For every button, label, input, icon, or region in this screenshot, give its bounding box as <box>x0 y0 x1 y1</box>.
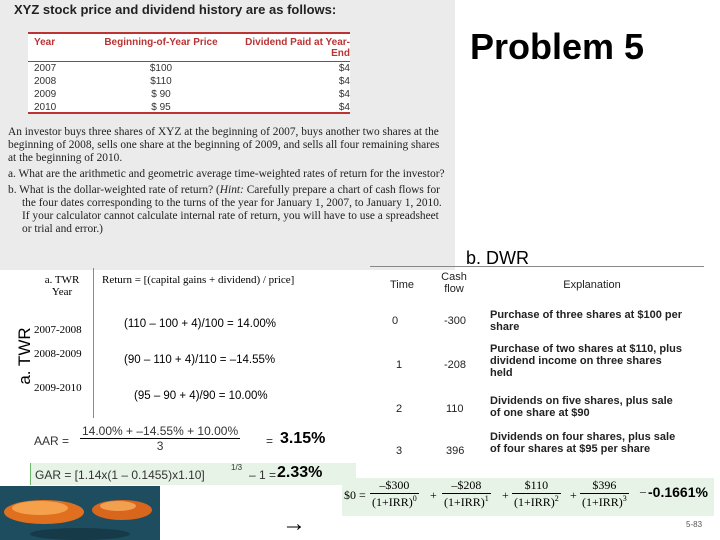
aar-equals: = <box>266 434 274 448</box>
aar-formula <box>34 422 354 458</box>
problem-intro: XYZ stock price and dividend history are as follows: <box>14 2 337 17</box>
dwr-result-prefix: – <box>640 484 646 498</box>
dwr-flow: -208 <box>444 359 467 371</box>
dwr-flow: 110 <box>446 403 464 415</box>
table-row <box>28 88 350 101</box>
dwr-formula-lhs: $0 = <box>344 488 366 502</box>
lily-pad-image <box>0 486 160 540</box>
gar-result: 2.33% <box>277 464 323 481</box>
header-price: Beginning-of-Year Price <box>104 37 218 48</box>
cell-year: 2007 <box>34 63 57 74</box>
question-b: b. What is the dollar-weighted rate of return? (Hint: Carefully prepare a chart of cash flows for the four dates corresponding to the turns of the year for January 1, 2007, to January 1, 2010. If your calculator cannot calculate internal rate of return, you will have to use a spreadsheet or trial and error.) <box>8 184 442 235</box>
dwr-irr-formula <box>342 478 714 516</box>
dwr-time: 2 <box>396 403 403 415</box>
cell-year: 2009 <box>34 89 57 100</box>
column-divider <box>93 268 94 418</box>
aar-fraction <box>80 424 240 453</box>
gar-minus: – 1 = <box>249 468 277 482</box>
dwr-explanation: Purchase of three shares at $100 per share <box>490 309 682 333</box>
dwr-flow: -300 <box>444 315 467 327</box>
twr-row-calc: (110 – 100 + 4)/100 = 14.00% <box>124 318 276 330</box>
stock-table-header <box>28 34 350 62</box>
cell-year: 2010 <box>34 102 57 113</box>
page-number: 5-83 <box>686 520 703 529</box>
dwr-explanation: Purchase of two shares at $110, plus dividend income on three shares held <box>490 343 682 379</box>
dwr-term: $396 $(1+IRR)^3$ <box>582 478 627 509</box>
aar-label: AAR = <box>34 434 70 448</box>
dwr-flow: 396 <box>446 445 465 457</box>
gar-formula <box>30 463 356 485</box>
arrow-right-icon: → <box>282 510 306 537</box>
cell-dividend: $4 <box>338 63 350 74</box>
problem-image <box>0 0 455 270</box>
cell-price: $ 95 <box>151 102 171 113</box>
dwr-time: 3 <box>396 445 403 457</box>
dwr-header-cash-flow: Cash flow <box>441 271 467 295</box>
problem-paragraph: An investor buys three shares of XYZ at the beginning of 2007, buys another two shares at the beginning of 2008, sells one share at the beginning of 2009, and sells all four remaining shares at the beginning of 2010. <box>8 126 440 164</box>
twr-header-return: Return = [(capital gains + dividend) / price] <box>102 274 295 286</box>
slide-title: Problem 5 <box>470 26 645 67</box>
question-a: a. What are the arithmetic and geometric average time-weighted rates of return for the investor? <box>8 168 445 180</box>
dwr-explanation: Dividends on four shares, plus sale of four shares at $95 per share <box>490 431 676 455</box>
cell-price: $ 90 <box>151 89 171 100</box>
dwr-term: –$300 $(1+IRR)^0$ <box>372 478 417 509</box>
cell-dividend: $4 <box>338 89 350 100</box>
twr-row-calc: (95 – 90 + 4)/90 = 10.00% <box>134 390 268 402</box>
dwr-header-explanation: Explanation <box>563 279 621 291</box>
header-dividend: Dividend Paid at Year-End <box>245 37 350 59</box>
cell-price: $110 <box>150 76 172 87</box>
plus-sign: + <box>430 488 437 502</box>
table-row <box>28 62 350 75</box>
table-row <box>28 75 350 88</box>
stock-history-table <box>28 32 350 114</box>
cell-year: 2008 <box>34 76 57 87</box>
header-year: Year <box>34 37 56 48</box>
twr-table <box>30 268 360 423</box>
twr-header-year: a. TWR Year <box>44 274 80 298</box>
problem-text <box>8 126 448 239</box>
gar-exponent: 1/3 <box>231 463 243 472</box>
hint-label: Hint: <box>219 184 244 196</box>
dwr-time: 1 <box>396 359 403 371</box>
dwr-term: $110 $(1+IRR)^2$ <box>514 478 559 509</box>
twr-side-label: a. TWR <box>15 327 34 385</box>
twr-row-year: 2008-2009 <box>34 348 82 360</box>
plus-sign: + <box>502 488 509 502</box>
dwr-result: -0.1661% <box>648 484 708 500</box>
cell-dividend: $4 <box>338 76 350 87</box>
twr-row-year: 2009-2010 <box>34 382 82 394</box>
gar-label: GAR = [1.14x(1 – 0.1455)x1.10] <box>35 468 205 482</box>
cell-price: $100 <box>149 63 173 74</box>
dwr-time: 0 <box>392 315 399 327</box>
aar-result: 3.15% <box>280 430 326 447</box>
dwr-table <box>370 266 704 482</box>
aar-denominator: 3 <box>156 439 164 453</box>
twr-row-year: 2007-2008 <box>34 324 82 336</box>
dwr-label: b. DWR <box>466 248 529 268</box>
plus-sign: + <box>570 488 577 502</box>
lily-pad-graphic <box>0 486 160 540</box>
twr-row-calc: (90 – 110 + 4)/110 = –14.55% <box>124 354 276 366</box>
dwr-term: –$208 $(1+IRR)^1$ <box>444 478 489 509</box>
dwr-header-time: Time <box>389 279 415 291</box>
dwr-explanation: Dividends on five shares, plus sale of one share at $90 <box>490 395 673 419</box>
aar-numerator: 14.00% + –14.55% + 10.00% <box>82 424 239 438</box>
table-row <box>28 101 350 114</box>
cell-dividend: $4 <box>338 102 350 113</box>
